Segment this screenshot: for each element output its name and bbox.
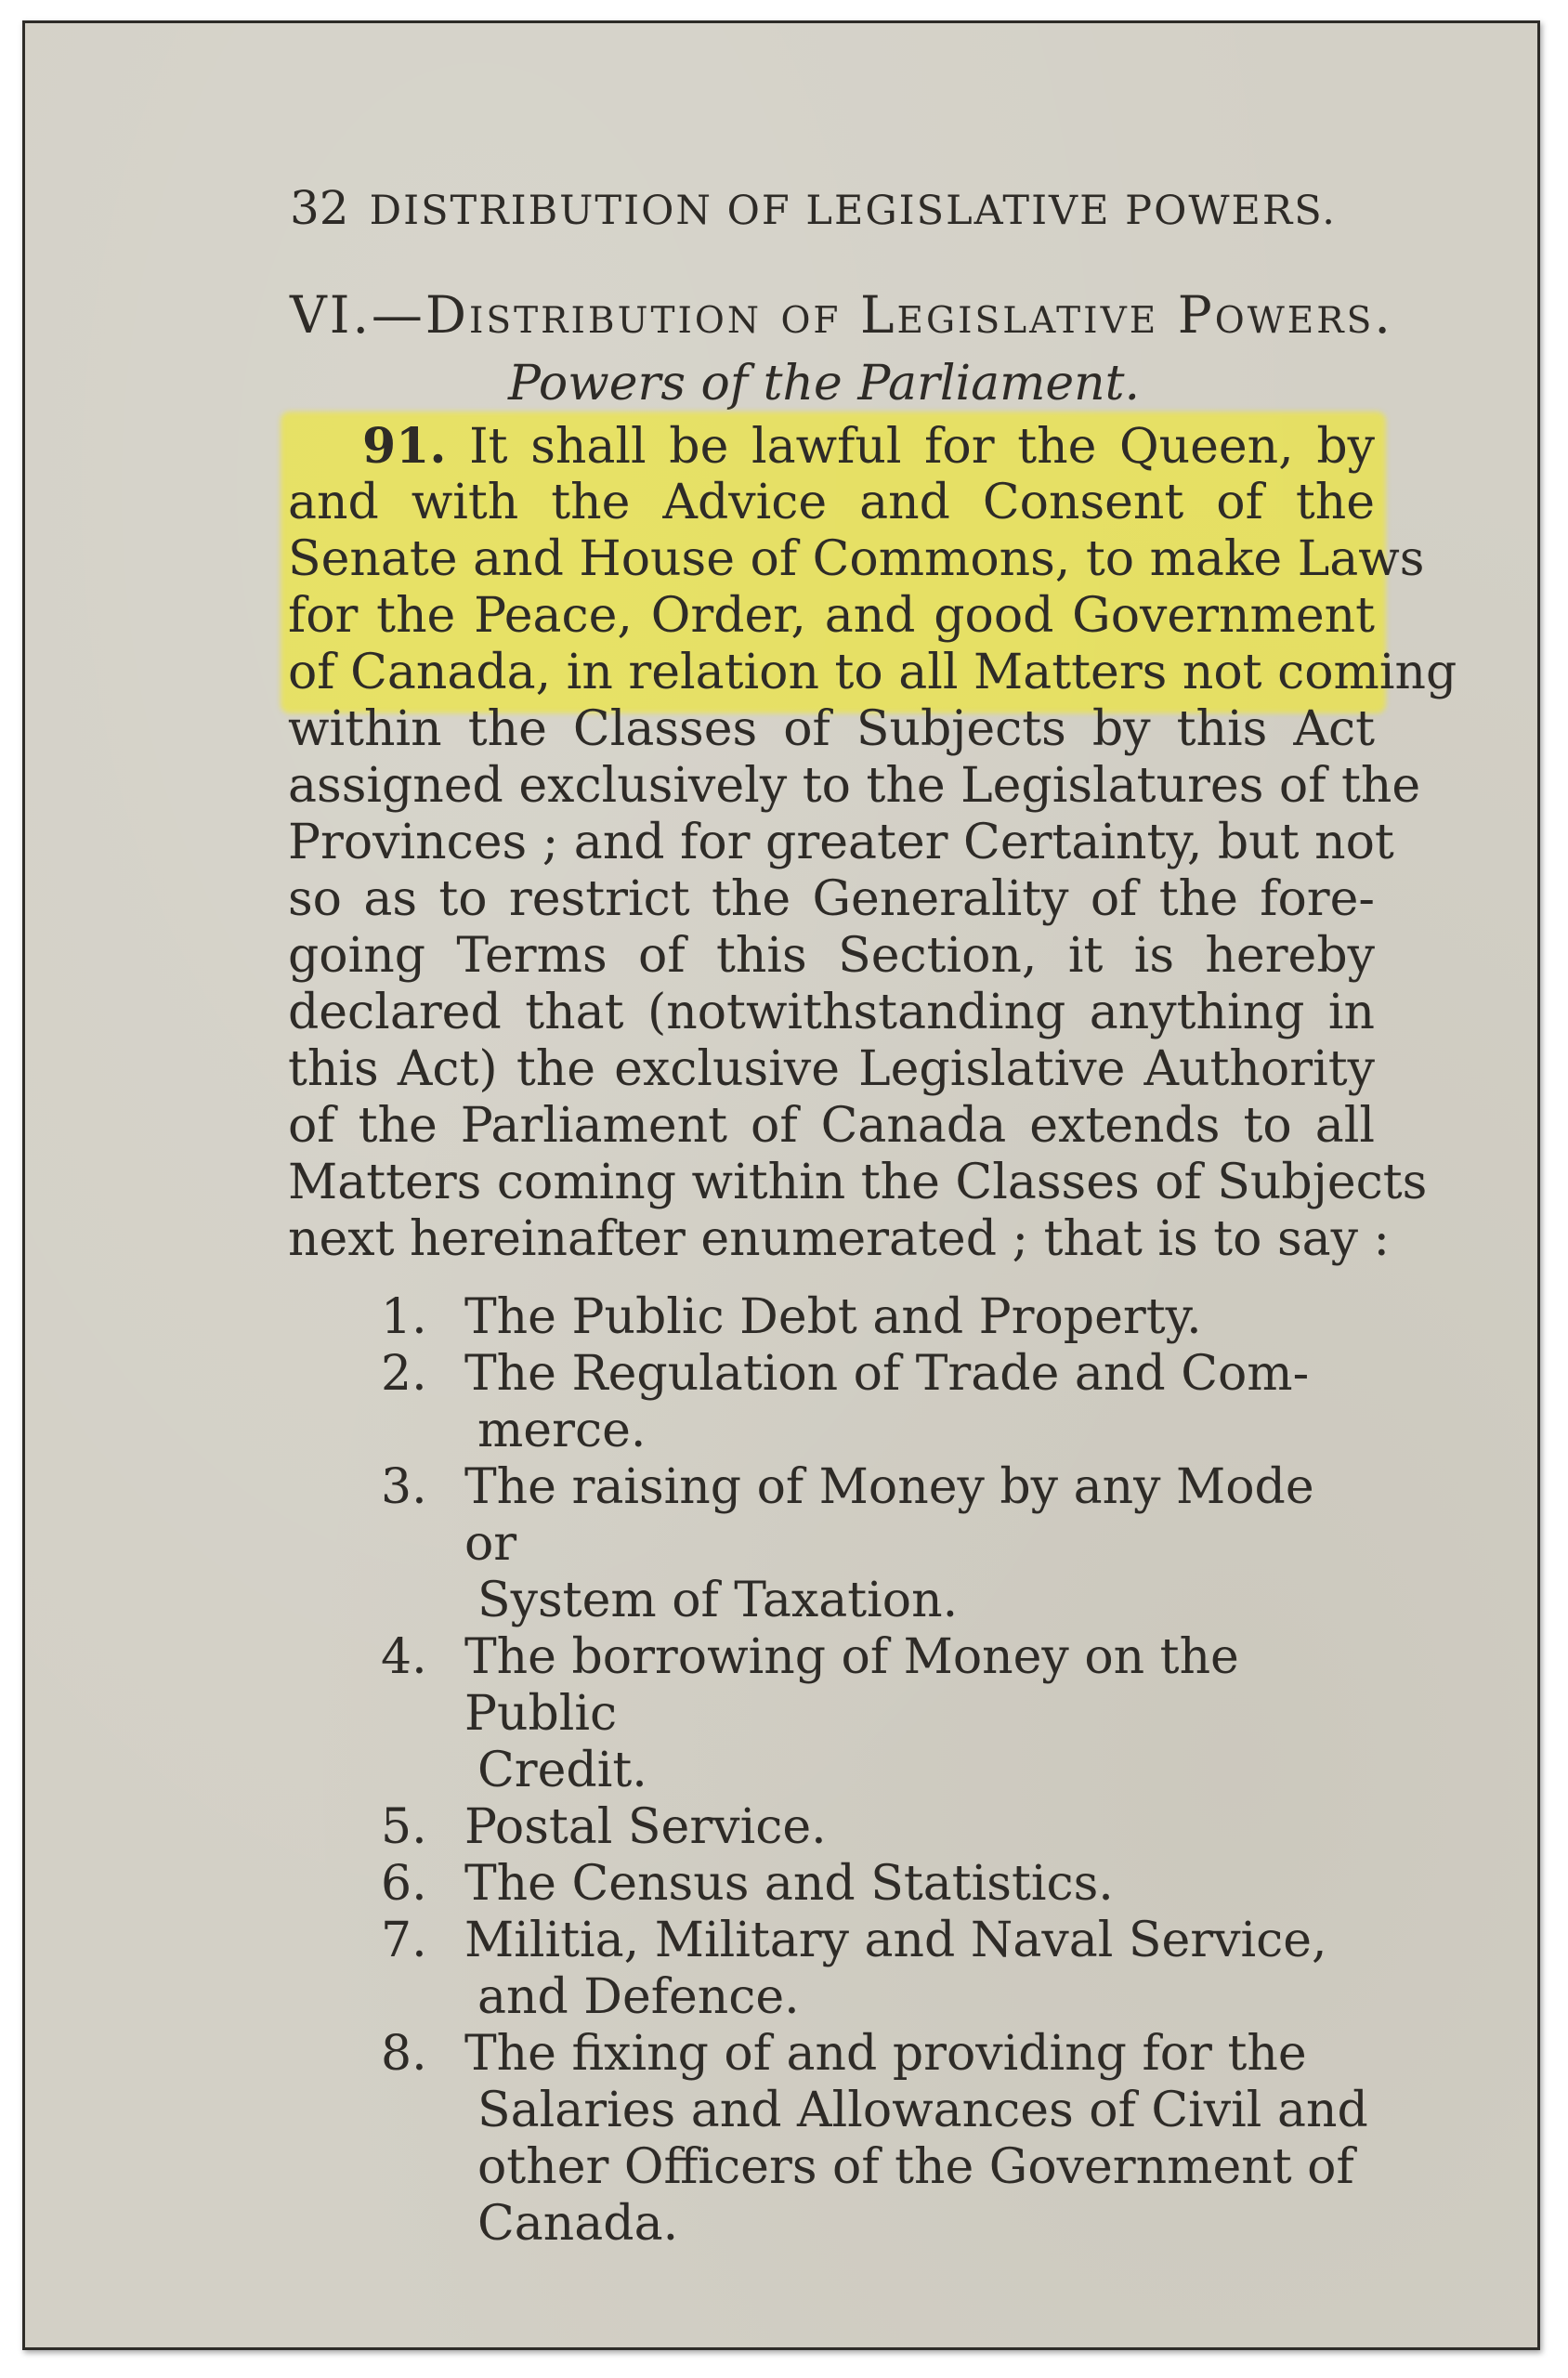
item-text: Salaries and Allowances of Civil and bbox=[477, 2083, 1368, 2138]
text-line: Senate and House of Commons, to make Laws bbox=[288, 531, 1425, 587]
item-number: 3. bbox=[381, 1459, 427, 1515]
item-text: The fixing of and providing for the bbox=[464, 2026, 1307, 2082]
item-text: Canada. bbox=[477, 2196, 679, 2252]
list-item bbox=[288, 1856, 1375, 1913]
text-line: within the Classes of Subjects by this Act bbox=[288, 701, 1375, 757]
section-91-text bbox=[288, 418, 1457, 1268]
item-text: Credit. bbox=[477, 1743, 647, 1798]
item-number: 4. bbox=[381, 1629, 427, 1685]
text-line: going Terms of this Section, it is hereby bbox=[288, 928, 1375, 984]
text-line: next hereinafter enumerated ; that is to say : bbox=[288, 1211, 1391, 1267]
item-text: other Officers of the Government of bbox=[477, 2139, 1354, 2195]
item-text: The Public Debt and Property. bbox=[464, 1289, 1202, 1345]
list-item bbox=[288, 1346, 1375, 1459]
item-number: 5. bbox=[381, 1799, 427, 1855]
item-text: and Defence. bbox=[477, 1969, 800, 2025]
item-text: The borrowing of Money on the Public bbox=[464, 1629, 1239, 1742]
item-text: The Census and Statistics. bbox=[464, 1856, 1114, 1912]
running-title: DISTRIBUTION OF LEGISLATIVE POWERS. bbox=[369, 188, 1337, 234]
list-item bbox=[288, 1799, 1375, 1856]
item-text: Militia, Military and Naval Service, bbox=[464, 1913, 1327, 1968]
text-line: and with the Advice and Consent of the bbox=[288, 475, 1375, 530]
item-text: merce. bbox=[477, 1403, 647, 1458]
text-line: Provinces ; and for greater Certainty, but not bbox=[288, 815, 1394, 870]
item-number: 6. bbox=[381, 1856, 427, 1912]
enumerated-list bbox=[288, 1289, 1375, 2253]
text-line: so as to restrict the Generality of the fore- bbox=[288, 871, 1375, 927]
item-text: System of Taxation. bbox=[477, 1573, 959, 1628]
item-number: 7. bbox=[381, 1913, 427, 1968]
running-header bbox=[290, 181, 1358, 235]
text-line: of Canada, in relation to all Matters not coming bbox=[288, 645, 1457, 700]
item-text: Postal Service. bbox=[464, 1799, 827, 1855]
item-number: 8. bbox=[381, 2026, 427, 2082]
text-line: for the Peace, Order, and good Government bbox=[288, 588, 1375, 644]
item-text: The raising of Money by any Mode or bbox=[464, 1459, 1314, 1572]
item-number: 1. bbox=[381, 1289, 427, 1345]
text-line: 91. It shall be lawful for the Queen, by bbox=[362, 418, 1376, 475]
list-item bbox=[288, 1913, 1375, 2026]
text-line: Matters coming within the Classes of Subjects bbox=[288, 1155, 1428, 1210]
list-item bbox=[288, 1289, 1375, 1346]
section-subtitle: Powers of the Parliament. bbox=[508, 356, 1141, 412]
text-line: declared that (notwithstanding anything in bbox=[288, 985, 1375, 1040]
page-number: 32 bbox=[290, 181, 349, 235]
part-title: VI.—Distribution of Legislative Powers. bbox=[290, 285, 1393, 345]
text-line: this Act) the exclusive Legislative Authority bbox=[288, 1041, 1375, 1097]
item-number: 2. bbox=[381, 1346, 427, 1402]
text-line: of the Parliament of Canada extends to all bbox=[288, 1098, 1375, 1154]
item-text: The Regulation of Trade and Com- bbox=[464, 1346, 1310, 1402]
section-number: 91. bbox=[362, 418, 447, 475]
text-line: assigned exclusively to the Legislatures of the bbox=[288, 758, 1421, 814]
list-item bbox=[288, 2026, 1375, 2253]
list-item bbox=[288, 1459, 1375, 1629]
list-item bbox=[288, 1629, 1375, 1799]
book-page bbox=[22, 20, 1540, 2350]
